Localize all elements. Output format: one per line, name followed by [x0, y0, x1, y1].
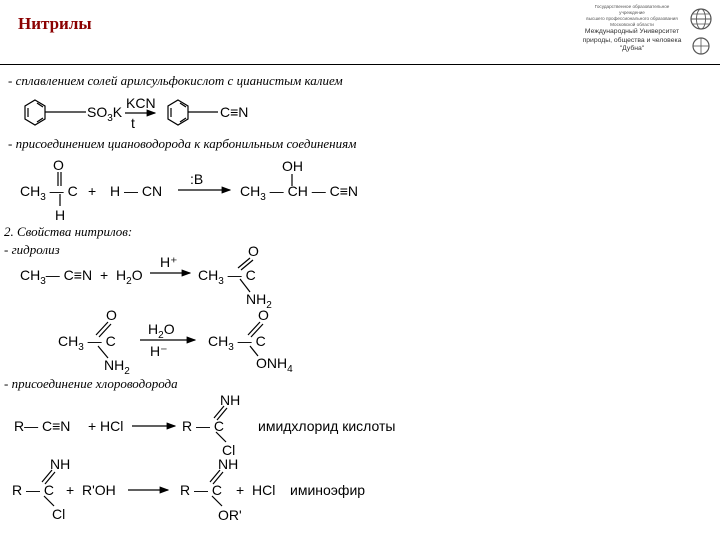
ministry-line: Московской области [610, 22, 654, 27]
cyanohydrin-product: $CH_3$ — CH — C≡N [240, 183, 358, 203]
water-reagent: $H_2O$ [116, 267, 143, 287]
condition-heat: t [131, 115, 135, 131]
imine-group: NH [218, 456, 239, 472]
aldehyde-reactant: $CH_3$ — C [20, 183, 78, 203]
imine-group: NH [220, 392, 241, 408]
hcl-byproduct: HCl [252, 482, 276, 498]
amide-reactant: $CH_3$ — C [58, 333, 116, 353]
note-hydrolysis: - гидролиз [4, 242, 60, 257]
hydrogen-cyanide: H — CN [110, 183, 163, 199]
hydride-catalyst: H⁻ [150, 343, 168, 359]
amide-product: $CH_3$ — C [198, 267, 256, 287]
nitrile-reactant: R— C≡N [14, 418, 71, 434]
alcohol-reagent: R'OH [82, 482, 116, 498]
nitrile-group: C≡N [220, 104, 249, 120]
acid-catalyst: H⁺ [160, 254, 178, 270]
iminoester-product: R — C [180, 482, 223, 498]
carbonyl-oxygen: O [53, 157, 64, 173]
product-name: имидхлорид кислоты [258, 418, 396, 434]
university-line: "Дубна" [619, 45, 645, 52]
chlorine-atom: Cl [52, 506, 66, 522]
carboxylate-oxygen: O [258, 307, 269, 323]
water-reagent: $H_2O$ [148, 321, 175, 341]
aldehyde-hydrogen: H [55, 207, 66, 223]
plus-sign: + [88, 183, 97, 199]
sulfonate-group: $SO_3K$ [87, 104, 123, 124]
plus-sign: + [88, 418, 97, 434]
imidoyl-chloride-product: R — C [182, 418, 225, 434]
university-line: Международный Университет [584, 28, 680, 35]
acetonitrile-reactant: $CH_3—$ C≡N [20, 267, 93, 287]
amine-group: $NH_2$ [246, 291, 272, 311]
hydroxyl-group: OH [282, 158, 303, 174]
plus-sign: + [66, 482, 75, 498]
ministry-line: Государственное образовательное учреждение [594, 4, 670, 15]
ester-oxygen-group: OR' [218, 507, 242, 523]
page-title: Нитрилы [18, 14, 92, 33]
plus-sign: + [100, 267, 109, 283]
university-line: природы, общества и человека [582, 36, 682, 44]
amide-oxygen: O [106, 307, 117, 323]
hcl-reagent: HCl [100, 418, 124, 434]
chlorine-atom: Cl [222, 442, 236, 458]
ammonium-group: $ONH_4$ [256, 355, 293, 375]
note-hcl-addition: - присоединение хлороводорода [4, 376, 178, 391]
base-catalyst: :B [190, 171, 204, 187]
note-hcn-addition: - присоединением циановодорода к карбонильным соединениям [8, 136, 357, 151]
reagent-kcn: KCN [126, 95, 156, 111]
imidoyl-chloride-reactant: R — C [12, 482, 55, 498]
ammonium-salt-product: $CH_3$ — C [208, 333, 266, 353]
note-fusion: - сплавлением солей арилсульфокислот с цианистым калием [8, 73, 343, 88]
plus-sign: + [236, 482, 245, 498]
ministry-line: высшего профессионального образования [586, 16, 678, 21]
note-properties: 2. Свойства нитрилов: [4, 224, 133, 239]
amide-oxygen: O [248, 243, 259, 259]
product-name: иминоэфир [290, 482, 366, 498]
imine-group: NH [50, 456, 71, 472]
amine-group: $NH_2$ [104, 357, 130, 377]
